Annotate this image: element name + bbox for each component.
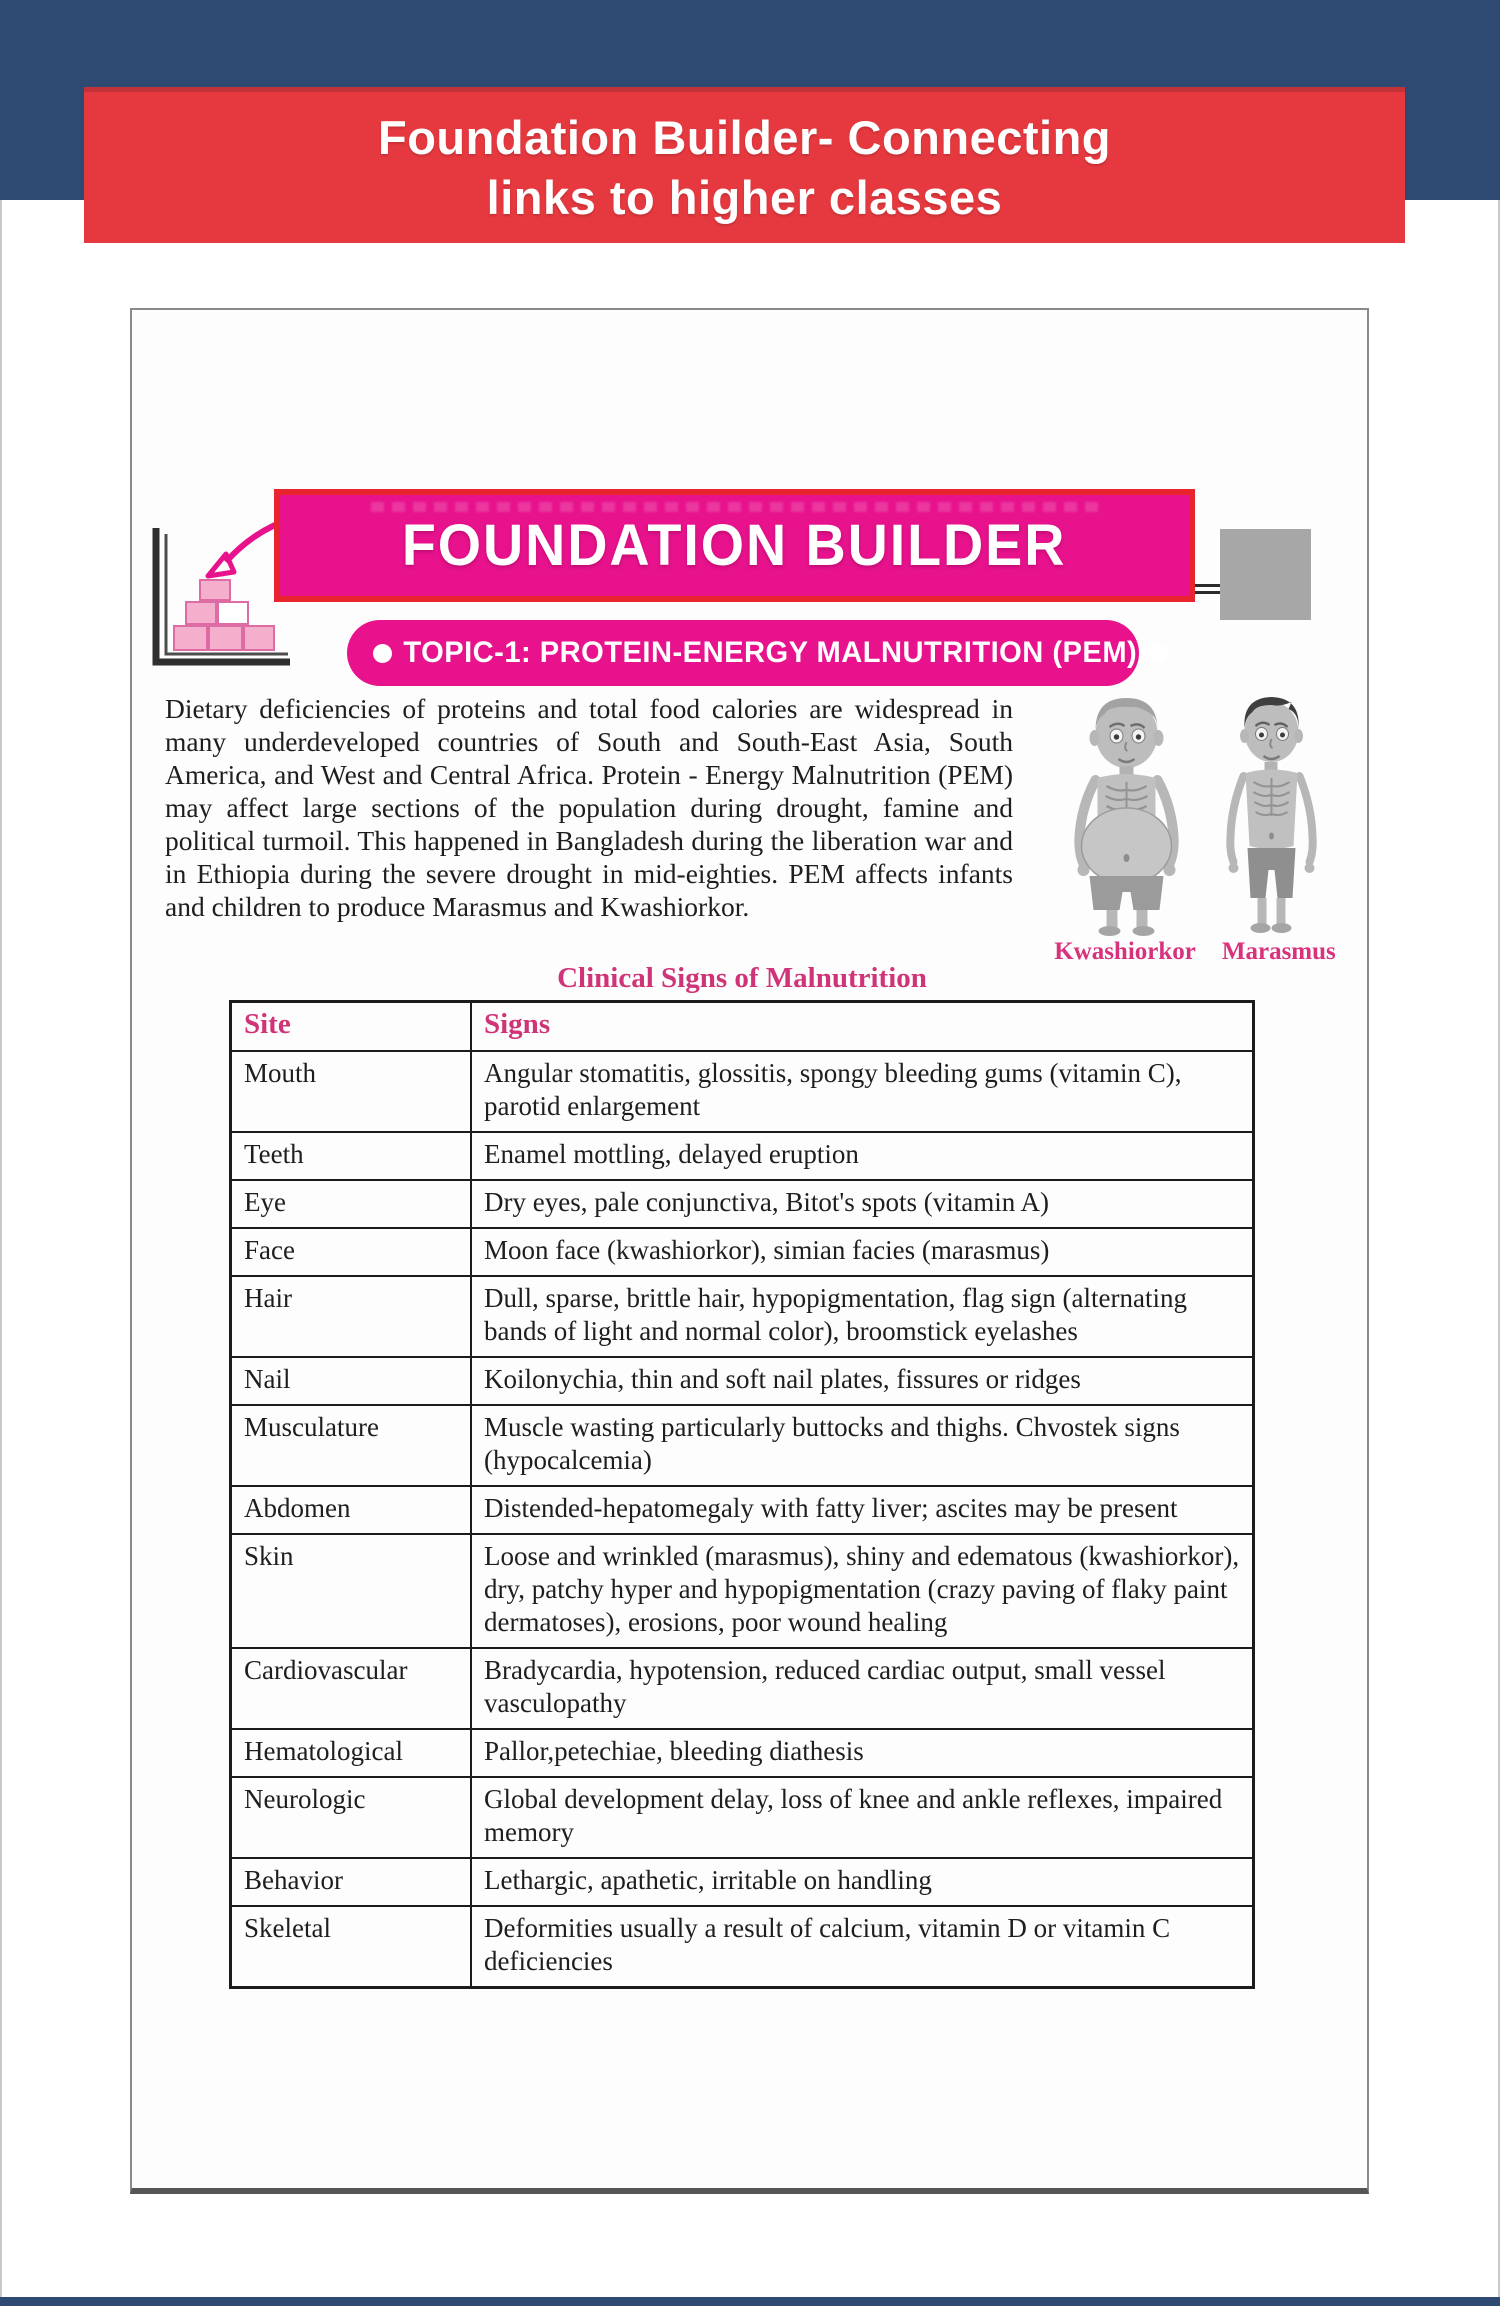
banner-faint-text-decoration — [371, 502, 1098, 512]
site-cell: Behavior — [231, 1858, 472, 1906]
site-cell: Skeletal — [231, 1906, 472, 1988]
figure-label-kwashiorkor: Kwashiorkor — [1054, 938, 1196, 965]
table-header-signs: Signs — [471, 1002, 1254, 1052]
table-row — [231, 1132, 1254, 1180]
foundation-builder-banner — [274, 489, 1195, 602]
signs-cell: Distended-hepatomegaly with fatty liver; ascites may be present — [471, 1486, 1254, 1534]
table-row — [231, 1906, 1254, 1988]
table-row — [231, 1777, 1254, 1858]
table-row — [231, 1228, 1254, 1276]
signs-cell: Enamel mottling, delayed eruption — [471, 1132, 1254, 1180]
table-row — [231, 1486, 1254, 1534]
site-cell: Face — [231, 1228, 472, 1276]
signs-cell: Lethargic, apathetic, irritable on handling — [471, 1858, 1254, 1906]
clinical-signs-table-body — [231, 1051, 1254, 1988]
table-row — [231, 1180, 1254, 1228]
table-header-site: Site — [231, 1002, 472, 1052]
signs-cell: Pallor,petechiae, bleeding diathesis — [471, 1729, 1254, 1777]
signs-cell: Bradycardia, hypotension, reduced cardiac output, small vessel vasculopathy — [471, 1648, 1254, 1729]
clinical-signs-section — [229, 962, 1255, 1989]
site-cell: Cardiovascular — [231, 1648, 472, 1729]
bullet-dot-icon — [1149, 644, 1168, 663]
gray-brick-block — [1220, 529, 1311, 620]
clinical-signs-table — [229, 1000, 1255, 1989]
signs-cell: Moon face (kwashiorkor), simian facies (marasmus) — [471, 1228, 1254, 1276]
signs-cell: Angular stomatitis, glossitis, spongy bleeding gums (vitamin C), parotid enlargement — [471, 1051, 1254, 1132]
site-cell: Musculature — [231, 1405, 472, 1486]
table-row — [231, 1729, 1254, 1777]
site-cell: Neurologic — [231, 1777, 472, 1858]
table-row — [231, 1858, 1254, 1906]
malnutrition-figures — [1030, 686, 1360, 976]
site-cell: Nail — [231, 1357, 472, 1405]
topic-label: TOPIC-1: PROTEIN-ENERGY MALNUTRITION (PEM) — [403, 636, 1138, 669]
table-header-row — [231, 1002, 1254, 1052]
kwashiorkor-illustration — [1057, 686, 1197, 936]
site-cell: Skin — [231, 1534, 472, 1648]
table-row — [231, 1534, 1254, 1648]
site-cell: Hair — [231, 1276, 472, 1357]
topic-banner — [347, 620, 1139, 686]
signs-cell: Koilonychia, thin and soft nail plates, fissures or ridges — [471, 1357, 1254, 1405]
signs-cell: Muscle wasting particularly buttocks and thighs. Chvostek signs (hypocalcemia) — [471, 1405, 1254, 1486]
signs-cell: Loose and wrinkled (marasmus), shiny and edematous (kwashiorkor), dry, patchy hyper and hypopigmentation (crazy paving of flaky paint dermatoses), erosions, poor wound healing — [471, 1534, 1254, 1648]
table-row — [231, 1357, 1254, 1405]
table-row — [231, 1276, 1254, 1357]
signs-cell: Deformities usually a result of calcium, vitamin D or vitamin C deficiencies — [471, 1906, 1254, 1988]
site-cell: Mouth — [231, 1051, 472, 1132]
site-cell: Abdomen — [231, 1486, 472, 1534]
banner-connector-line — [1195, 584, 1220, 594]
signs-cell: Global development delay, loss of knee and ankle reflexes, impaired memory — [471, 1777, 1254, 1858]
site-cell: Hematological — [231, 1729, 472, 1777]
foundation-builder-title: FOUNDATION BUILDER — [402, 513, 1067, 578]
signs-cell: Dry eyes, pale conjunctiva, Bitot's spots (vitamin A) — [471, 1180, 1254, 1228]
site-cell: Teeth — [231, 1132, 472, 1180]
site-cell: Eye — [231, 1180, 472, 1228]
page-title-line-2: links to higher classes — [486, 170, 1003, 224]
figure-label-marasmus: Marasmus — [1221, 938, 1336, 965]
page-title-line-1: Foundation Builder- Connecting — [378, 110, 1111, 164]
document-page — [130, 308, 1369, 2194]
bullet-dot-icon — [373, 644, 392, 663]
table-row — [231, 1405, 1254, 1486]
marasmus-illustration — [1209, 686, 1334, 936]
page-title-banner — [84, 87, 1405, 243]
table-row — [231, 1648, 1254, 1729]
navy-bottom-strip — [0, 2297, 1500, 2306]
intro-paragraph: Dietary deficiencies of proteins and total food calories are widespread in many underdeveloped countries of South and South-East Asia, South America, and West and Central Africa. Protein - Energy Malnutrition (PEM) may affect large sections of the population during drought, famine and political turmoil. This happened in Bangladesh during the liberation war and in Ethiopia during the severe drought in mid-eighties. PEM affects infants and children to produce Marasmus and Kwashiorkor. — [165, 693, 1013, 922]
clinical-signs-title: Clinical Signs of Malnutrition — [557, 962, 927, 994]
table-row — [231, 1051, 1254, 1132]
signs-cell: Dull, sparse, brittle hair, hypopigmentation, flag sign (alternating bands of light and normal color), broomstick eyelashes — [471, 1276, 1254, 1357]
